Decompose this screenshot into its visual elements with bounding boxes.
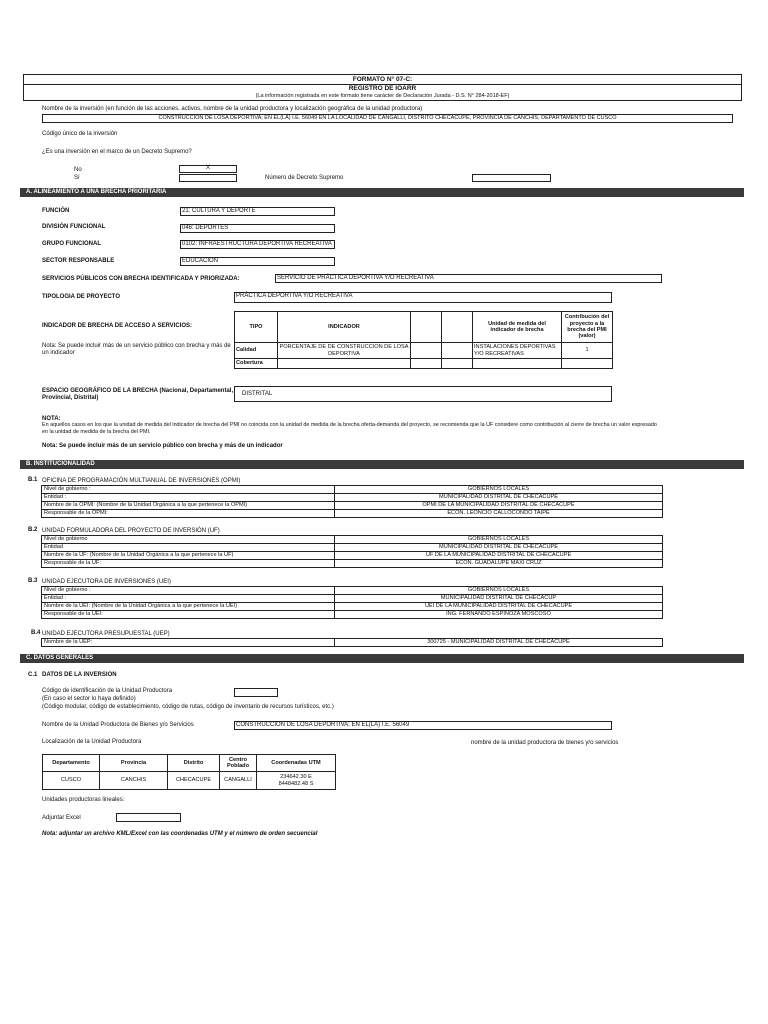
loc-provincia-header: Provincia (100, 755, 168, 772)
section-b-header: B. INSTITUCIONALIDAD (20, 460, 744, 469)
sector-label: SECTOR RESPONSABLE (42, 258, 115, 264)
espacio-label-line2: Provincial, Distrital) (42, 395, 99, 401)
table-row (42, 510, 663, 518)
col-unidad-header: Unidad de medida del indicador de brecha (473, 312, 562, 343)
option-no-mark: X (205, 165, 210, 171)
nombre-up-right-label: nombre de la unidad productora de bienes y/o servicios (471, 740, 619, 746)
c1-number: C.1 (28, 672, 38, 678)
nombre-up-label: Nombre de la Unidad Productora de Bienes y/o Servicios (42, 722, 194, 728)
row-calidad-tipo: Calidad (235, 343, 278, 359)
table-row (42, 494, 663, 502)
grupo-value: 0102: INFRAESTRUCTURA DEPORTIVA RECREATIVA (182, 241, 332, 247)
b2-row-label: Responsable de la UF: (42, 560, 335, 568)
b3-row-label: Entidad : (42, 595, 335, 603)
tipologia-value: PRÁCTICA DEPORTIVA Y/O RECREATIVA (236, 293, 353, 299)
indicador-label: INDICADOR DE BRECHA DE ACCESO A SERVICIOS: (42, 323, 193, 329)
table-row (42, 502, 663, 510)
b1-row-value[interactable]: OPMI DE LA MUNICIPALIDAD DISTRITAL DE CHECACUPE (335, 502, 663, 510)
b3-row-label: Nombre de la UEI: (Nombre de la Unidad Orgánica a la que pertenece la UEI) (42, 603, 335, 611)
col-indicador-header: INDICADOR (278, 312, 411, 343)
adjuntar-excel-field[interactable] (116, 813, 181, 822)
section-a-header: A. ALINEAMIENTO A UNA BRECHA PRIORITARIA (20, 188, 744, 197)
option-si-box[interactable] (179, 174, 237, 182)
indicator-table (234, 311, 613, 369)
c1-title: DATOS DE LA INVERSION (42, 672, 117, 678)
b2-number: B.2 (28, 527, 38, 533)
b1-row-label: Nombre de la OPMI: (Nombre de la Unidad Orgánica a la que pertenece la OPMI) (42, 502, 335, 510)
loc-departamento-value[interactable]: CUSCO (43, 772, 100, 790)
espacio-label-line1: ESPACIO GEOGRÁFICO DE LA BRECHA (Nacional, Departamental, (42, 388, 234, 394)
form-declaration-note: (La información registrada en este formato tiene carácter de Declaración Jurada - D.S. N° 284-2018-EF) (255, 93, 510, 99)
nombre-up-value: CONSTRUCCION DE LOSA DEPORTIVA; EN EL(LA) I.E. 56049 (236, 722, 410, 728)
loc-utm-value[interactable]: 234642.30 E 8448482.48 S (257, 772, 336, 790)
table-row (42, 552, 663, 560)
b2-row-label: Entidad (42, 544, 335, 552)
nota-title: NOTA: (42, 416, 61, 422)
b2-row-value[interactable]: UF DE LA MUNICIPALIDAD DISTRITAL DE CHECACUPE (335, 552, 663, 560)
table-row (42, 595, 663, 603)
row-cobertura-empty-1[interactable] (411, 359, 442, 369)
grupo-label: GRUPO FUNCIONAL (42, 241, 101, 247)
b2-row-value[interactable]: ECON. GUADALUPE MAXI CRUZ (335, 560, 663, 568)
b2-title: UNIDAD FORMULADORA DEL PROYECTO DE INVERSIÓN (UF) (42, 528, 220, 534)
investment-name-value: CONSTRUCCION DE LOSA DEPORTIVA; EN EL(LA) I.E. 56049 EN LA LOCALIDAD DE CANGALLI, DISTRITO CHECACUPE, PROVINCIA DE CANCHIS, DEPARTAMENTO DE CUSCO (158, 115, 617, 121)
loc-centro-poblado-header: Centro Poblado (220, 755, 257, 772)
option-no-label: No (74, 167, 82, 173)
row-cobertura-tipo: Cobertura (235, 359, 278, 369)
investment-name-label: Nombre de la inversión (en función de las acciones, activos, nombre de la unidad productora y localización geográfica de la unidad productora) (42, 106, 423, 112)
option-si-label: Sí (74, 175, 80, 181)
row-calidad-empty-2[interactable] (442, 343, 473, 359)
servicios-value: SERVICIO DE PRÁCTICA DEPORTIVA Y/O RECREATIVA (277, 275, 434, 281)
b1-number: B.1 (28, 477, 38, 483)
b1-title: OFICINA DE PROGRAMACIÓN MULTIANUAL DE INVERSIONES (OPMI) (42, 478, 241, 484)
b4-number: B.4 (31, 630, 41, 636)
funcion-label: FUNCIÓN (42, 208, 70, 214)
table-row (42, 486, 663, 494)
row-calidad-empty-1[interactable] (411, 343, 442, 359)
b3-row-value[interactable]: UEI DE LA MUNICIPALIDAD DISTRITAL DE CHECACUPE (335, 603, 663, 611)
lineales-label: Unidades productoras lineales: (42, 797, 125, 803)
b1-row-value[interactable]: ECON. LEONCIO CALLOCONDO TAIPE (335, 510, 663, 518)
row-cobertura-empty-2[interactable] (442, 359, 473, 369)
col-contribucion-header: Contribución del proyecto a la brecha del PMI (valor) (562, 312, 613, 343)
b4-title: UNIDAD EJECUTORA PRESUPUESTAL (UEP) (42, 631, 170, 637)
loc-departamento-header: Departamento (43, 755, 100, 772)
row-calidad-valor[interactable]: 1 (562, 343, 613, 359)
b1-row-value[interactable]: GOBIERNOS LOCALES (335, 486, 663, 494)
sector-value: EDUCACION (182, 258, 219, 264)
section-c-header: C. DATOS GENERALES (20, 654, 744, 663)
b3-row-value[interactable]: MUNICIPALIDAD DISTRITAL DE CHECACUP (335, 595, 663, 603)
b1-row-label: Entidad : (42, 494, 335, 502)
table-row (42, 536, 663, 544)
col-empty-header-2 (442, 312, 473, 343)
b1-row-value[interactable]: MUNICIPALIDAD DISTRITAL DE CHECACUPE (335, 494, 663, 502)
adjuntar-label: Adjuntar Excel (42, 815, 81, 821)
b4-row-value[interactable]: 300725 - MUNICIPALIDAD DISTRITAL DE CHECACUPE (335, 639, 663, 647)
ds-number-label: Número de Decreto Supremo (265, 175, 344, 181)
col-empty-header-1 (411, 312, 442, 343)
b1-row-label: Responsable de la OPMI: (42, 510, 335, 518)
division-value: 046: DEPORTES (182, 225, 229, 231)
final-note: Nota: adjuntar un archivo KML/Excel con las coordenadas UTM y el número de orden secuencial (42, 831, 318, 837)
b3-row-label: Nivel de gobierno : (42, 587, 335, 595)
table-row (42, 611, 663, 619)
b2-table (41, 535, 663, 568)
table-row (42, 587, 663, 595)
b4-row-label: Nombre de la UEP: (42, 639, 335, 647)
codigo-up-label-line1: Código de identificación de la Unidad Productora (42, 688, 173, 694)
b3-number: B.3 (28, 578, 38, 584)
division-label: DIVISIÓN FUNCIONAL (42, 224, 106, 230)
nota-line2: en la unidad de medida de la brecha del PMI. (42, 429, 151, 435)
b3-row-value[interactable]: GOBIERNOS LOCALES (335, 587, 663, 595)
loc-provincia-value[interactable]: CANCHIS (100, 772, 168, 790)
b2-row-label: Nivel de gobierno (42, 536, 335, 544)
form-title: FORMATO N° 07-C: (352, 76, 413, 83)
loc-distrito-value[interactable]: CHECACUPE (168, 772, 220, 790)
row-calidad-unidad[interactable]: INSTALACIONES DEPORTIVAS Y/O RECREATIVAS (473, 343, 562, 359)
b3-row-label: Responsable de la UEI: (42, 611, 335, 619)
b1-table (41, 485, 663, 518)
row-cobertura-valor[interactable] (562, 359, 613, 369)
row-calidad-indicador[interactable]: PORCENTAJE DE DE CONSTRUCCION DE LOSA DEPORTIVA (278, 343, 411, 359)
b3-table (41, 586, 663, 619)
loc-centro-poblado-value[interactable]: CANGALLI (220, 772, 257, 790)
location-table (42, 754, 336, 790)
table-row (42, 639, 663, 647)
loc-utm-header: Coordenadas UTM (257, 755, 336, 772)
b1-row-label: Nivel de gobierno : (42, 486, 335, 494)
table-row (42, 560, 663, 568)
b4-table (41, 638, 663, 647)
b3-row-value[interactable]: ING. FERNANDO ESPINOZA MOSCOSO (335, 611, 663, 619)
tipologia-label: TIPOLOGIA DE PROYECTO (42, 294, 121, 300)
row-cobertura-indicador[interactable] (278, 359, 411, 369)
espacio-field[interactable] (234, 386, 612, 402)
b2-row-label: Nombre de la UF: (Nombre de la Unidad Orgánica a la que pertenece la UF) (42, 552, 335, 560)
codigo-up-label-line3: (Código modular, código de establecimiento, código de rutas, código de inventario de recursos turísticos, etc.) (42, 704, 334, 710)
localizacion-label: Localización de la Unidad Productora (42, 739, 142, 745)
servicios-label: SERVICIOS PÚBLICOS CON BRECHA IDENTIFICADA Y PRIORIZADA: (42, 276, 240, 282)
ds-number-field[interactable] (472, 174, 551, 182)
funcion-value: 21: CULTURA Y DEPORTE (182, 208, 256, 214)
nota-line1: En aquellos casos en los que la unidad de medida del indicador de brecha del PMI no coincida con la unidad de medida de la brecha oferta-demanda del proyecto, se recomienda que la UF considere como contribución al cierre de brecha un valor expresado (42, 422, 657, 428)
b2-row-value[interactable]: GOBIERNOS LOCALES (335, 536, 663, 544)
decreto-question: ¿Es una inversión en el marco de un Decreto Supremo? (42, 149, 192, 155)
codigo-up-label-line2: (En caso el sector lo haya definido) (42, 696, 136, 702)
col-tipo-header: TIPO (235, 312, 278, 343)
row-cobertura-unidad[interactable] (473, 359, 562, 369)
loc-distrito-header: Distrito (168, 755, 220, 772)
codigo-up-field[interactable] (234, 688, 278, 697)
note-multi-line1: Nota: Se puede incluir más de un servicio público con brecha y más de (42, 343, 231, 349)
espacio-value: DISTRITAL (242, 391, 273, 397)
nota-bold: Nota: Se puede incluir más de un servicio público con brecha y más de un indicador (42, 443, 283, 449)
b3-title: UNIDAD EJECUTORA DE INVERSIONES (UEI) (42, 579, 171, 585)
b2-row-value[interactable]: MUNICIPALIDAD DISTRITAL DE CHECACUPE (335, 544, 663, 552)
note-multi-line2: un indicador (42, 350, 75, 356)
table-row (42, 603, 663, 611)
form-subtitle: REGISTRO DE IOARR (348, 85, 417, 92)
unique-code-label: Código único de la inversión (42, 131, 118, 137)
table-row (42, 544, 663, 552)
